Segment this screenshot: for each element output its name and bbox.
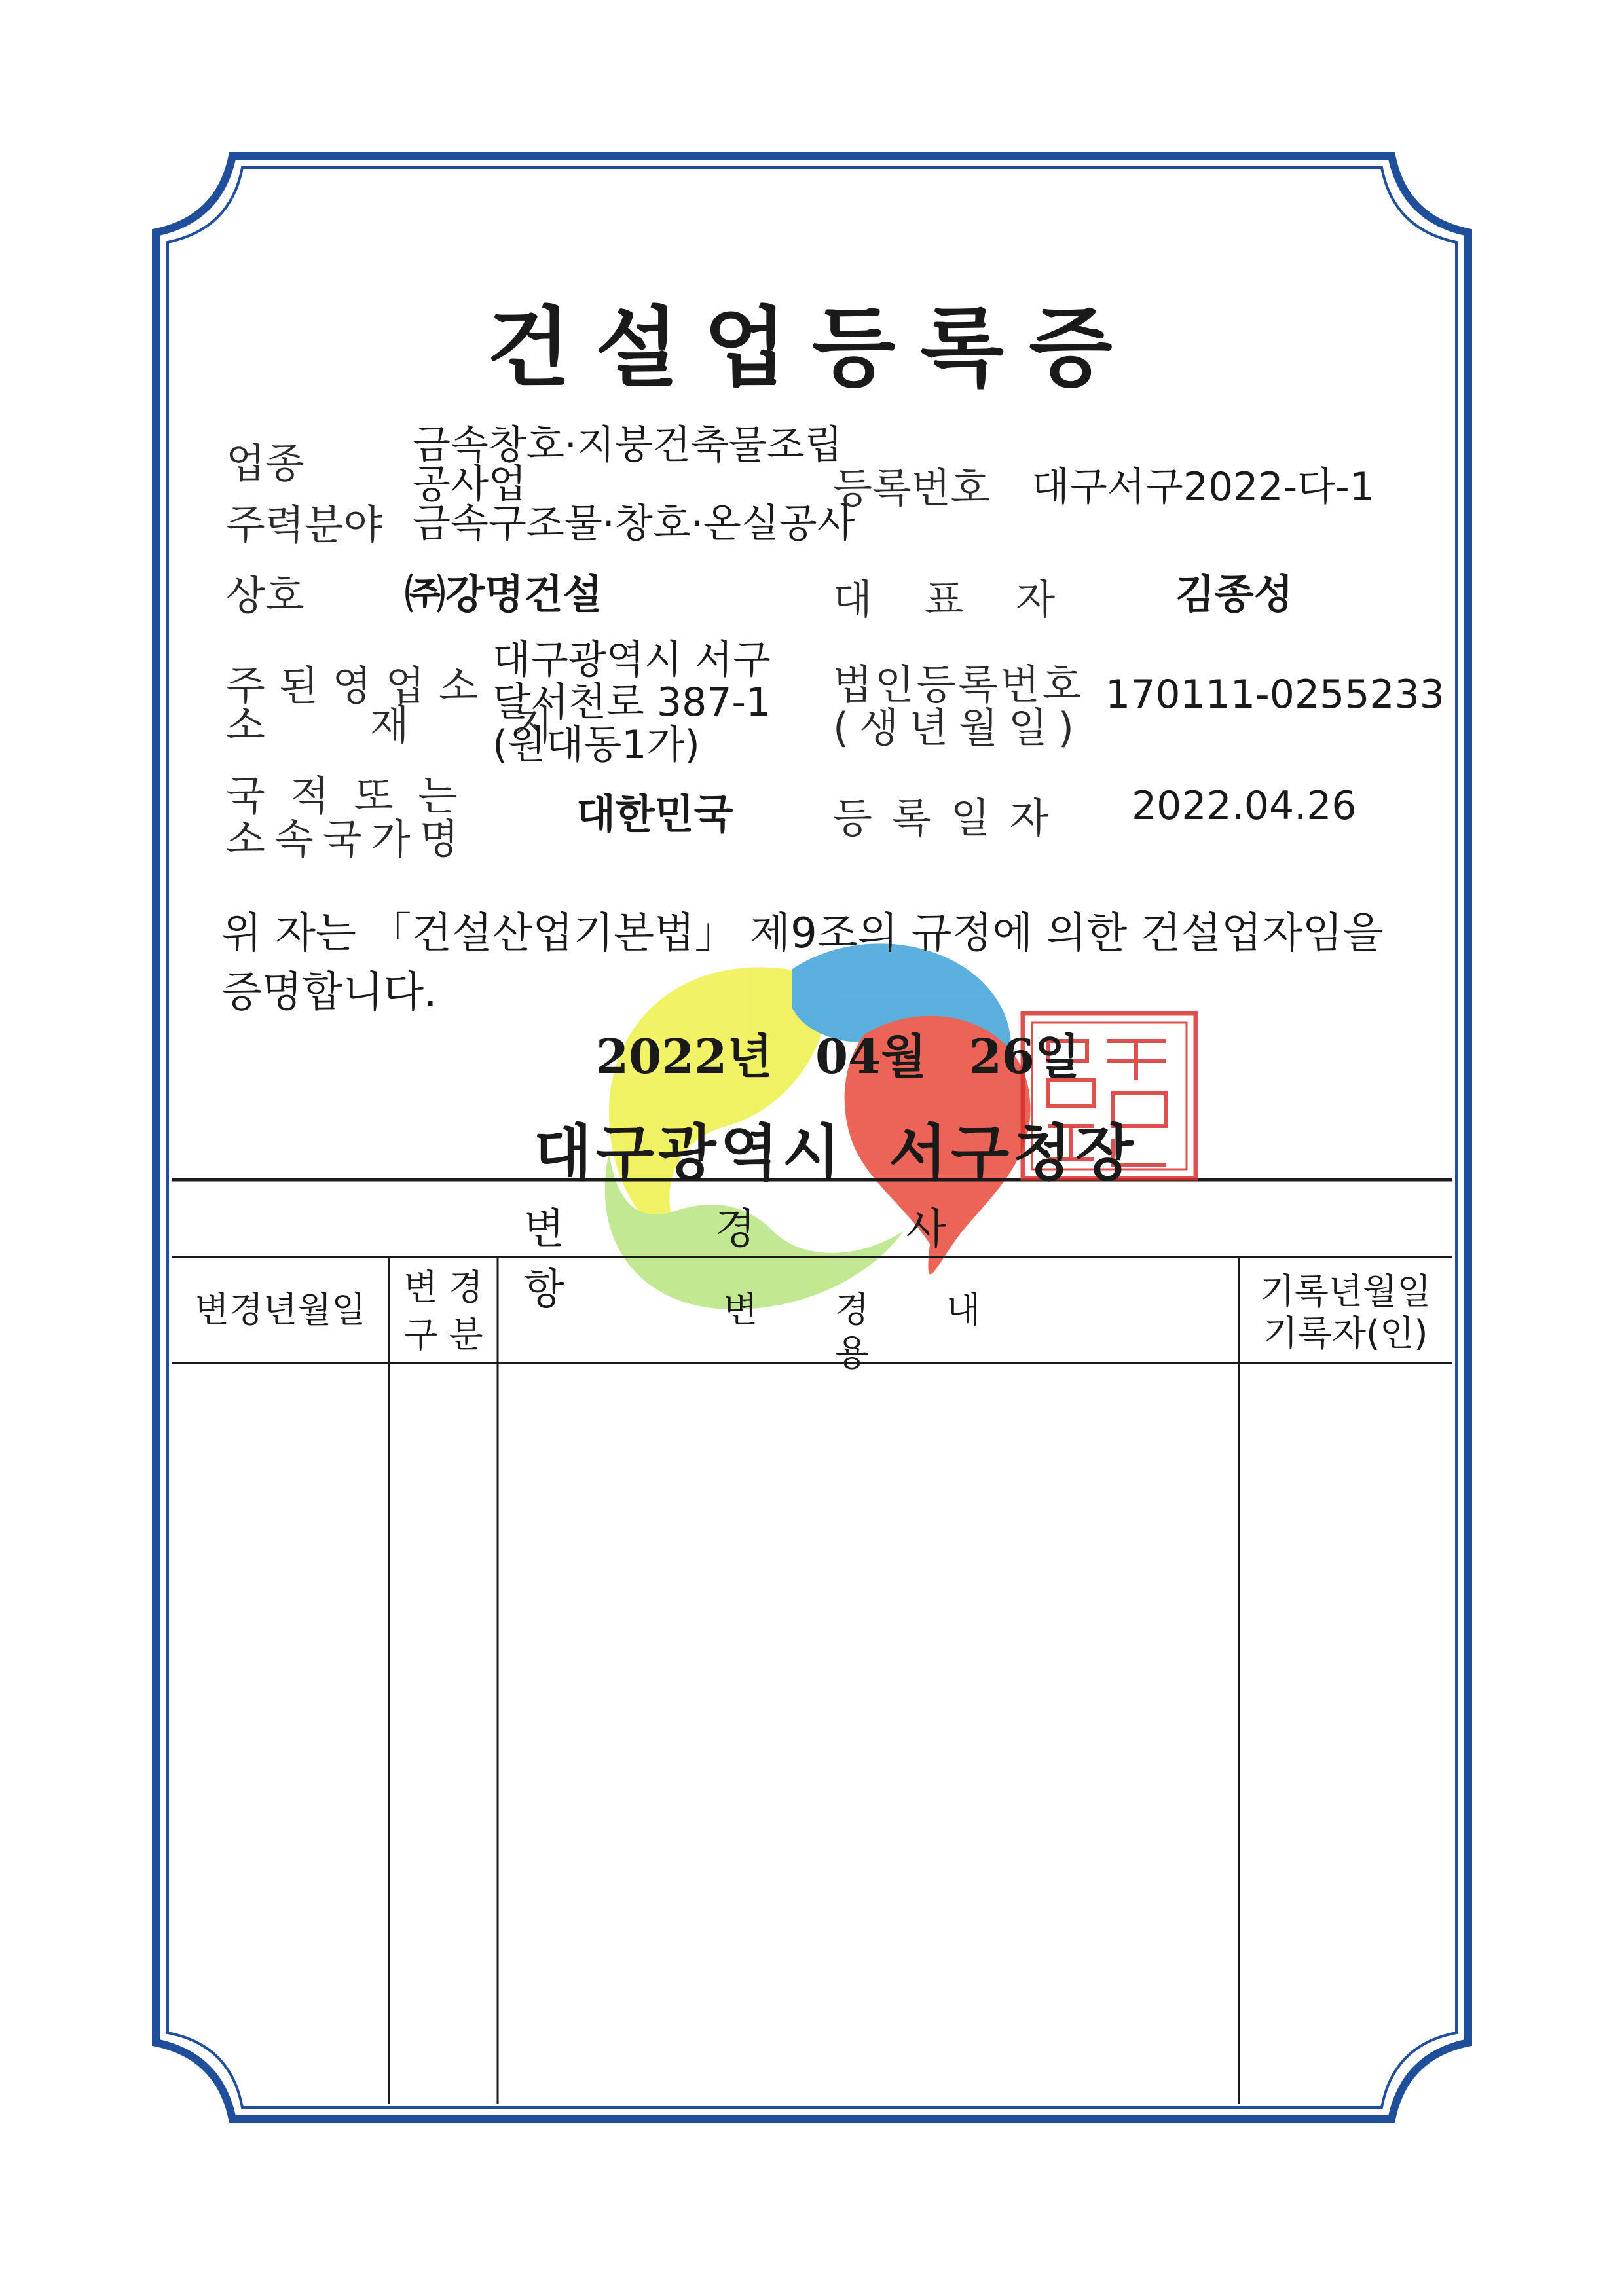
office-value-2: 달서천로 387-1 xyxy=(492,680,771,725)
reg-no-label: 등록번호 xyxy=(833,464,990,512)
company-value: ㈜강명건설 xyxy=(405,570,602,618)
statement-line-1: 위 자는 「건설산업기본법」 제9조의 규정에 의한 건설업자임을 xyxy=(221,909,1384,958)
col-change-type-1: 변 경 xyxy=(403,1267,483,1308)
col-change-content: 변경내용 xyxy=(723,1289,1058,1374)
business-type-value-2: 공사업 xyxy=(413,462,526,507)
office-label-1: 주 된 영 업 소 xyxy=(226,662,478,710)
corp-no-label-1: 법인등록번호 xyxy=(833,661,1084,708)
col-record-1: 기록년월일 xyxy=(1260,1271,1431,1312)
business-type-label: 업종 xyxy=(226,439,304,487)
corp-no-label-2: (생년월일) xyxy=(833,704,1084,752)
document-title: 건설업등록증 xyxy=(487,297,1137,399)
representative-label: 대 표 자 xyxy=(833,575,1075,623)
main-field-label: 주력분야 xyxy=(226,501,383,549)
issuer-name: 대구광역시 서구청장 xyxy=(534,1118,1137,1188)
col-change-type-2: 구 분 xyxy=(403,1314,483,1355)
nationality-value: 대한민국 xyxy=(576,790,733,838)
business-type-value-1: 금속창호·지붕건축물조립 xyxy=(413,422,843,468)
reg-date-value: 2022.04.26 xyxy=(1132,783,1357,829)
nationality-label-2: 소속국가명 xyxy=(226,815,468,863)
office-label-2: 소 재 지 xyxy=(226,701,599,749)
reg-no-value: 대구서구2022-다-1 xyxy=(1031,464,1375,510)
issue-date: 2022년 04월 26일 xyxy=(596,1029,1080,1084)
col-record-2: 기록자(인) xyxy=(1263,1313,1428,1354)
statement-line-2: 증명합니다. xyxy=(221,968,437,1017)
nationality-label-1: 국적또는 xyxy=(226,772,483,820)
company-label: 상호 xyxy=(226,572,304,619)
reg-date-label: 등록일자 xyxy=(833,794,1069,842)
representative-value: 김종성 xyxy=(1175,570,1293,618)
main-field-value: 금속구조물·창호·온실공사 xyxy=(413,501,855,547)
office-value-3: (원대동1가) xyxy=(492,722,700,768)
changes-section-title: 변경사항 xyxy=(524,1205,1098,1314)
corp-no-value: 170111-0255233 xyxy=(1105,672,1445,718)
col-change-date: 변경년월일 xyxy=(194,1289,366,1330)
office-value-1: 대구광역시 서구 xyxy=(492,637,771,683)
